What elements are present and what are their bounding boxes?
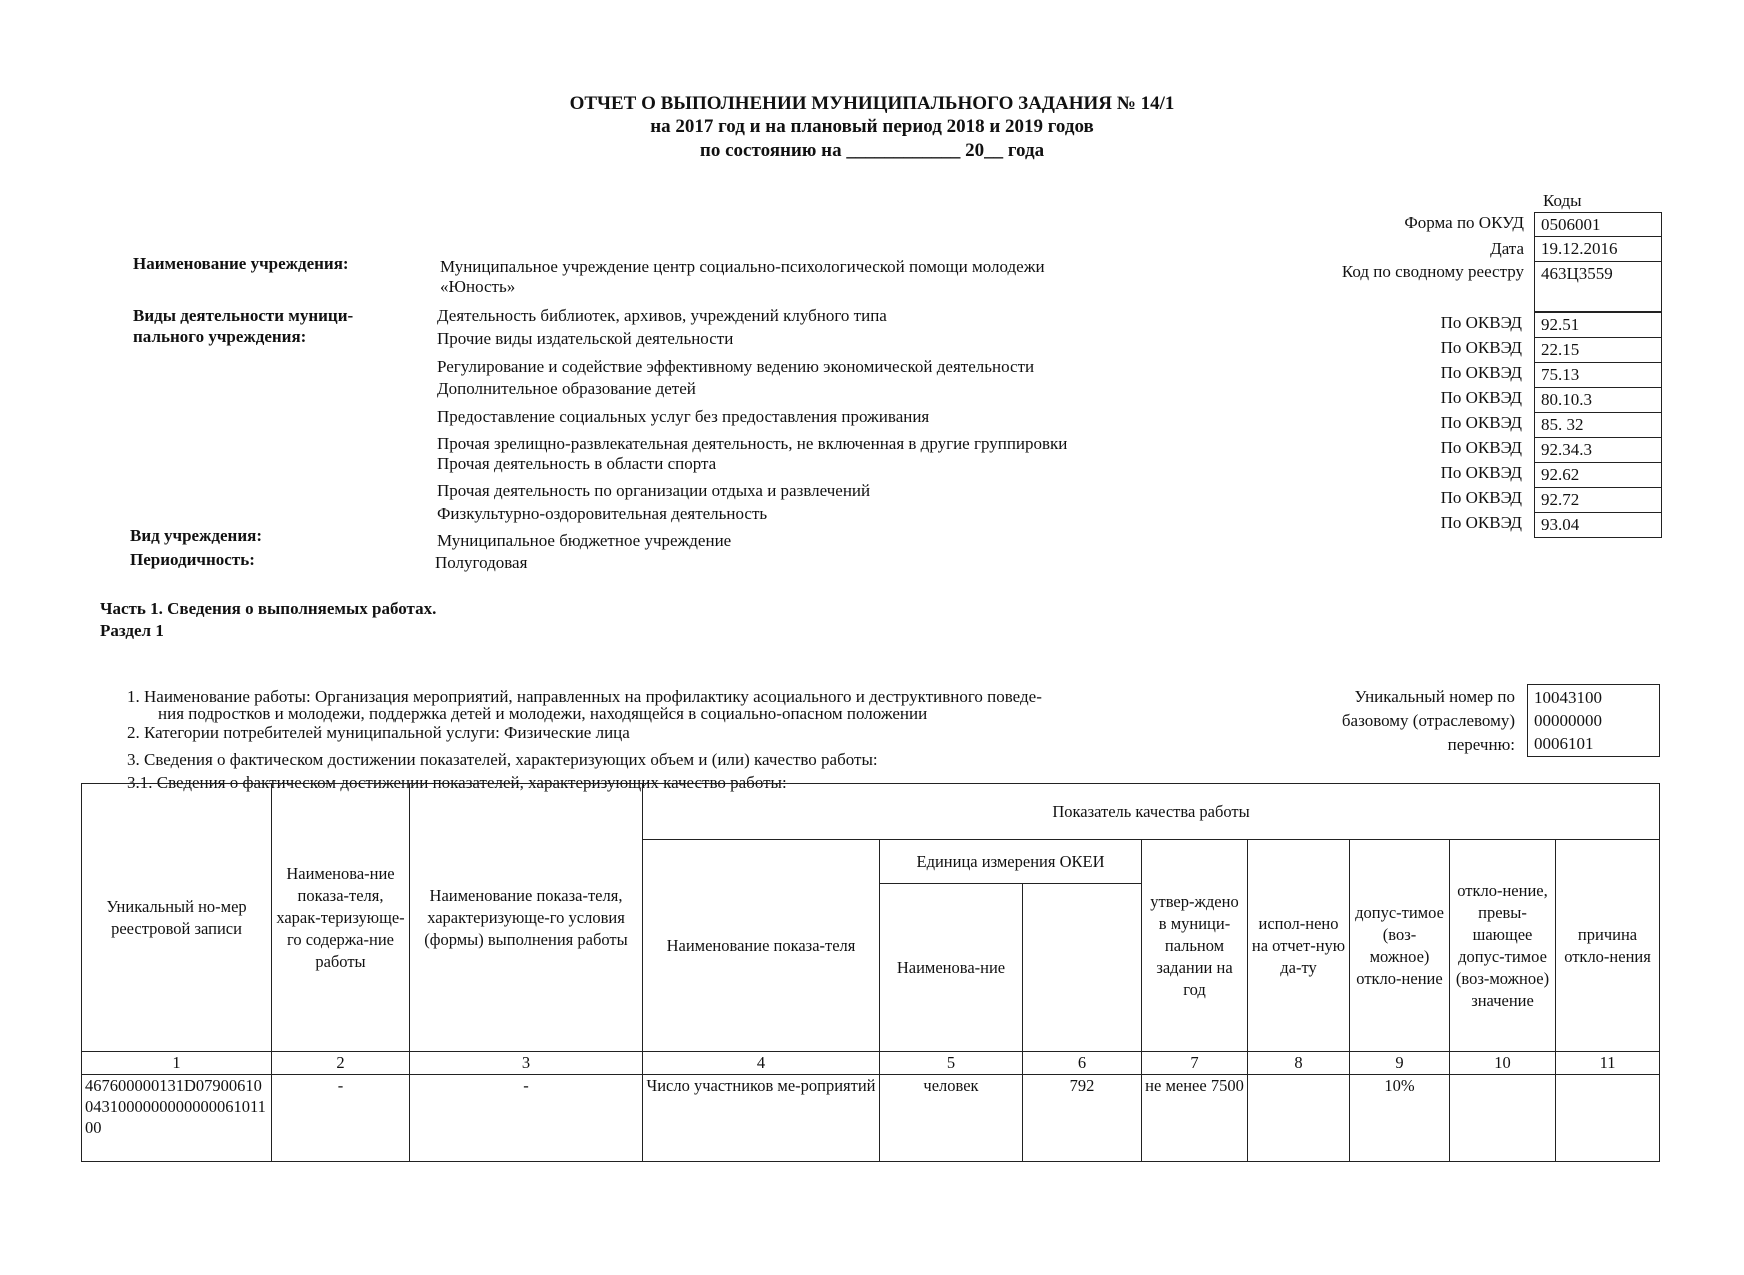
okved-code: 93.04 <box>1534 512 1662 538</box>
report-date-line: по состоянию на ____________ 20__ года <box>699 140 1045 161</box>
institution-type-label: Вид учреждения: <box>130 526 262 545</box>
cell-conditions-indicator: - <box>410 1075 643 1162</box>
part-title: Часть 1. Сведения о выполняемых работах. <box>100 599 437 618</box>
column-number: 5 <box>880 1052 1023 1075</box>
column-number: 10 <box>1450 1052 1556 1075</box>
cell-allowed-deviation: 10% <box>1350 1075 1450 1162</box>
date-label: Дата <box>1490 239 1524 258</box>
header-exceeding-deviation: откло-нение, превы-шающее допус-тимое (воз-можное) значение <box>1450 840 1556 1052</box>
column-number: 6 <box>1023 1052 1142 1075</box>
column-number: 9 <box>1350 1052 1450 1075</box>
activity-name: Физкультурно-оздоровительная деятельность <box>437 504 768 523</box>
okved-code: 75.13 <box>1534 362 1662 388</box>
cell-unit-code: 792 <box>1023 1075 1142 1162</box>
column-number: 2 <box>272 1052 410 1075</box>
okved-label: По ОКВЭД <box>1440 388 1522 407</box>
cell-deviation-reason <box>1556 1075 1660 1162</box>
header-conditions-indicator: Наименование показа-теля, характеризующе-го условия (формы) выполнения работы <box>410 784 643 1052</box>
consumer-category: 2. Категории потребителей муниципальной услуги: Физические лица <box>127 723 630 742</box>
cell-indicator-name: Число участников ме-роприятий <box>643 1075 880 1162</box>
header-quality-indicator: Показатель качества работы <box>643 784 1660 840</box>
unique-number-part: 00000000 <box>1534 711 1602 730</box>
header-unit-code <box>1023 884 1142 1052</box>
unique-number-part: 0006101 <box>1534 734 1594 753</box>
column-number: 7 <box>1142 1052 1248 1075</box>
header-allowed-deviation: допус-тимое (воз-можное) откло-нение <box>1350 840 1450 1052</box>
activity-name: Предоставление социальных услуг без предоставления проживания <box>437 407 930 426</box>
okved-label: По ОКВЭД <box>1440 363 1522 382</box>
okved-label: По ОКВЭД <box>1440 338 1522 357</box>
okved-code: 92.72 <box>1534 487 1662 513</box>
unique-number-label3: перечню: <box>1447 735 1515 754</box>
header-deviation-reason: причина откло-нения <box>1556 840 1660 1052</box>
activity-name: Прочие виды издательской деятельности <box>437 329 734 348</box>
okved-code: 22.15 <box>1534 337 1662 363</box>
okved-code: 85. 32 <box>1534 412 1662 438</box>
header-executed: испол-нено на отчет-ную да-ту <box>1248 840 1350 1052</box>
performance-intro: 3. Сведения о фактическом достижении показателей, характеризующих объем и (или) качество работы: <box>127 750 878 769</box>
activity-name: Прочая деятельность по организации отдыха и развлечений <box>437 481 871 500</box>
cell-unit-name: человек <box>880 1075 1023 1162</box>
header-unit: Единица измерения ОКЕИ <box>880 840 1142 884</box>
cell-exceeding-deviation <box>1450 1075 1556 1162</box>
institution-name-line2: «Юность» <box>440 277 516 296</box>
cell-executed <box>1248 1075 1350 1162</box>
column-number: 8 <box>1248 1052 1350 1075</box>
periodicity: Полугодовая <box>435 553 528 572</box>
okved-code: 92.62 <box>1534 462 1662 488</box>
header-unit-name: Наименова-ние <box>880 884 1023 1052</box>
unique-number-part: 10043100 <box>1534 688 1602 707</box>
okved-code: 92.34.3 <box>1534 437 1662 463</box>
header-unique-number: Уникальный но-мер реестровой записи <box>82 784 272 1052</box>
okud-label: Форма по ОКУД <box>1404 213 1524 232</box>
work-name-line1: 1. Наименование работы: Организация мероприятий, направленных на профилактику асоциального и деструктивного поведе- <box>127 687 1042 706</box>
activity-name: Регулирование и содействие эффективному ведению экономической деятельности <box>437 357 1035 376</box>
okved-label: По ОКВЭД <box>1440 488 1522 507</box>
header-content-indicator: Наименова-ние показа-теля, харак-теризующе-го содержа-ние работы <box>272 784 410 1052</box>
header-approved: утвер-ждено в муници-пальном задании на год <box>1142 840 1248 1052</box>
okved-code: 92.51 <box>1534 312 1662 338</box>
okved-code: 80.10.3 <box>1534 387 1662 413</box>
section-title: Раздел 1 <box>100 621 164 640</box>
cell-approved: не менее 7500 <box>1142 1075 1248 1162</box>
okved-label: По ОКВЭД <box>1440 513 1522 532</box>
unique-number-label1: Уникальный номер по <box>1354 687 1515 706</box>
okved-label: По ОКВЭД <box>1440 463 1522 482</box>
activities-label-line2: пального учреждения: <box>133 327 307 346</box>
okved-label: По ОКВЭД <box>1440 413 1522 432</box>
column-number: 11 <box>1556 1052 1660 1075</box>
unique-number-label2: базовому (отраслевому) <box>1341 711 1515 730</box>
okud-code: 0506001 <box>1534 212 1662 237</box>
column-number: 4 <box>643 1052 880 1075</box>
institution-type: Муниципальное бюджетное учреждение <box>437 531 732 550</box>
quality-intro: 3.1. Сведения о фактическом достижении показателей, характеризующих качество работы: <box>127 773 787 792</box>
registry-code: 463Ц3559 <box>1534 261 1662 312</box>
report-title: ОТЧЕТ О ВЫПОЛНЕНИИ МУНИЦИПАЛЬНОГО ЗАДАНИЯ № 14/1 <box>569 93 1175 114</box>
header-indicator-name: Наименование показа-теля <box>643 840 880 1052</box>
institution-name-line1: Муниципальное учреждение центр социально-психологической помощи молодежи <box>440 257 1045 276</box>
table-row <box>82 1075 1660 1162</box>
activity-name: Прочая деятельность в области спорта <box>437 454 717 473</box>
quality-table <box>81 783 1660 1162</box>
okved-label: По ОКВЭД <box>1440 438 1522 457</box>
periodicity-label: Периодичность: <box>130 550 255 569</box>
institution-name-label: Наименование учреждения: <box>133 254 349 273</box>
work-name-line2: ния подростков и молодежи, поддержка детей и молодежи, находящейся в социально-опасном положении <box>158 704 928 723</box>
cell-content-indicator: - <box>272 1075 410 1162</box>
report-subtitle: на 2017 год и на плановый период 2018 и 2019 годов <box>650 116 1094 137</box>
cell-registry-number: 467600000131D07900610043100000000000006101100 <box>82 1075 272 1162</box>
okved-label: По ОКВЭД <box>1440 313 1522 332</box>
activity-name: Дополнительное образование детей <box>437 379 696 398</box>
codes-heading: Коды <box>1543 191 1582 210</box>
column-number: 1 <box>82 1052 272 1075</box>
date-code: 19.12.2016 <box>1534 236 1662 262</box>
column-number: 3 <box>410 1052 643 1075</box>
activities-label-line1: Виды деятельности муници- <box>133 306 354 325</box>
activity-name: Прочая зрелищно-развлекательная деятельность, не включенная в другие группировки <box>437 434 1068 453</box>
unique-number-box <box>1527 684 1660 757</box>
registry-label: Код по сводному реестру <box>1341 262 1524 281</box>
activity-name: Деятельность библиотек, архивов, учреждений клубного типа <box>437 306 887 325</box>
